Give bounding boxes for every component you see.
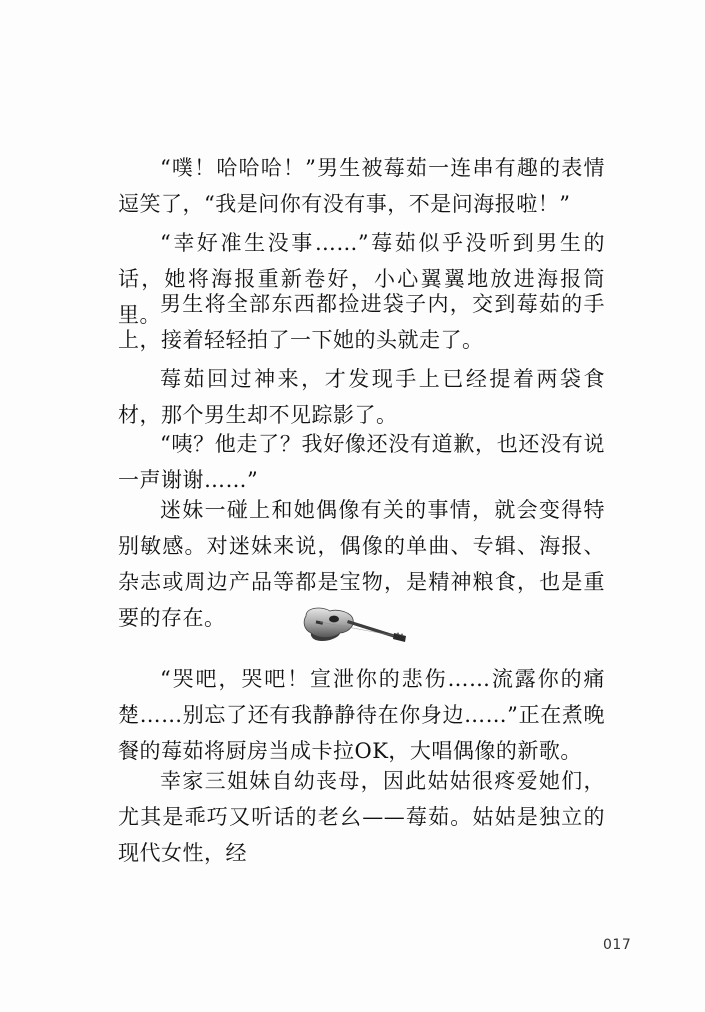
- paragraph: “幸好准生没事……”莓茹似乎没听到男生的话，她将海报重新卷好，小心翼翼地放进海报筒里。: [118, 231, 605, 327]
- paragraph: “哭吧，哭吧！宣泄你的悲伤……流露你的痛楚……别忘了还有我静静待在你身边……”正在煮晚餐的莓茹将厨房当成卡拉OK，大唱偶像的新歌。: [118, 667, 605, 763]
- paragraph: 幸家三姐妹自幼丧母，因此姑姑很疼爱她们，尤其是乖巧又听话的老幺——莓茹。姑姑是独立的现代女性，经: [118, 769, 605, 865]
- page-number: 017: [603, 937, 632, 953]
- paragraph: 迷妹一碰上和她偶像有关的事情，就会变得特别敏感。对迷妹来说，偶像的单曲、专辑、海报、杂志或周边产品等都是宝物，是精神粮食，也是重要的存在。: [118, 498, 605, 630]
- guitar-icon: [300, 602, 410, 644]
- paragraph: 莓茹回过神来，才发现手上已经提着两袋食材，那个男生却不见踪影了。: [118, 367, 605, 427]
- paragraph: 男生将全部东西都捡进袋子内，交到莓茹的手上，接着轻轻拍了一下她的头就走了。: [118, 292, 605, 352]
- paragraph: “咦？他走了？我好像还没有道歉，也还没有说一声谢谢……”: [118, 432, 605, 492]
- paragraph: “噗！哈哈哈！”男生被莓茹一连串有趣的表情逗笑了，“我是问你有没有事，不是问海报啦！”: [118, 156, 605, 216]
